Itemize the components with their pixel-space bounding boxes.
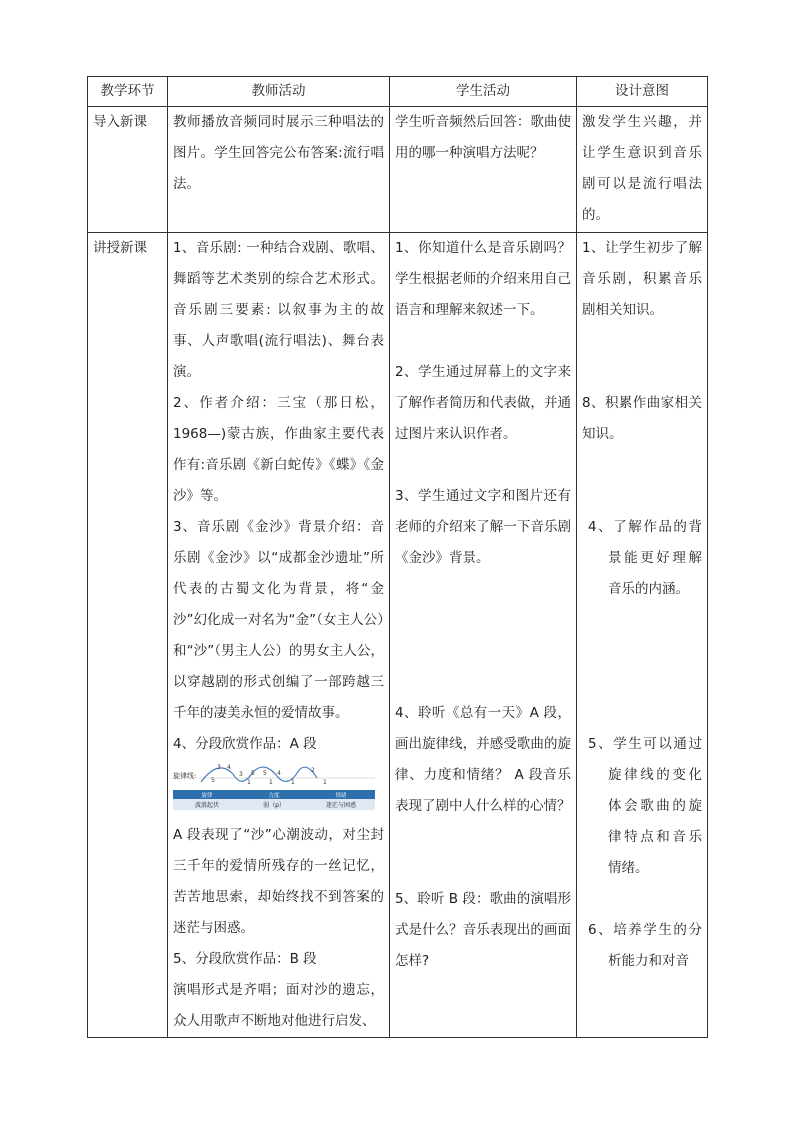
note: 4 [227, 764, 231, 771]
melody-label: 旋律线: [173, 772, 197, 780]
teacher-item-5-desc: 演唱形式是齐唱；面对沙的遗忘，众人用歌声不断地对他进行启发、 [173, 982, 384, 1029]
note: 4 [277, 770, 281, 777]
header-row [88, 77, 708, 107]
student-item-4: 4、聆听《总有一天》A 段，画出旋律线，并感受歌曲的旋律、力度和情绪？ A 段音乐表现了剧中人什么样的心情？ [395, 705, 571, 814]
note: 1 [323, 779, 327, 786]
note: 1 [247, 779, 251, 786]
melody-th-melody: 旋律 [201, 793, 213, 799]
teacher-item-1: 1、音乐剧: 一种结合戏剧、歌唱、舞蹈等艺术类别的综合艺术形式。音乐剧三要素: 以叙事为主的故事、人声歌唱(流行唱法)、舞台表演。 [173, 240, 384, 380]
intent-item-5: 6、培养学生的分析能力和对音 [588, 922, 702, 969]
note: 1 [269, 779, 273, 786]
teacher-item-5: 5、分段欣赏作品：B 段 [173, 951, 317, 967]
cell-intent-intro: 激发学生兴趣，并让学生意识到音乐剧可以是流行唱法的。 [577, 107, 708, 233]
melody-th-mood: 情绪 [335, 793, 347, 799]
teacher-item-4: 4、分段欣赏作品：A 段 [173, 736, 317, 752]
cell-intent-main [577, 233, 708, 1038]
intent-item-3: 4、了解作品的背景能更好理解音乐的内涵。 [588, 519, 702, 597]
table-row-intro [88, 107, 708, 233]
teacher-item-3: 3、音乐剧《金沙》背景介绍：音乐剧《金沙》以“成都金沙遗址”所代表的古蜀文化为背景，将“金沙”幻化成一对名为“金”（女主人公）和“沙”（男主人公）的男女主人公，以穿越剧的形式创编了一部跨越三千年的凄美永恒的爱情故事。 [173, 519, 384, 721]
melody-figure [173, 764, 375, 816]
melody-line-svg [173, 764, 375, 816]
cell-teacher-main [168, 233, 390, 1038]
intent-item-1: 1、让学生初步了解音乐剧，积累音乐剧相关知识。 [582, 240, 702, 318]
student-item-3: 3、学生通过文字和图片还有老师的介绍来了解一下音乐剧《金沙》背景。 [395, 488, 571, 566]
note: 5 [251, 770, 255, 777]
student-item-1: 1、你知道什么是音乐剧吗？学生根据老师的介绍来用自己语言和理解来叙述一下。 [395, 240, 571, 318]
note: 5 [263, 770, 267, 777]
note: 2 [311, 767, 315, 774]
cell-student-main [390, 233, 577, 1038]
cell-teacher-intro: 教师播放音频同时展示三种唱法的图片。学生回答完公布答案:流行唱法。 [168, 107, 390, 233]
teacher-item-4-desc: A 段表现了“沙”心潮波动，对尘封三千年的爱情所残存的一丝记忆，苦苦地思索，却始终找不到答案的迷茫与困惑。 [173, 827, 384, 936]
student-item-2: 2、学生通过屏幕上的文字来了解作者简历和代表做，并通过图片来认识作者。 [395, 364, 571, 442]
lesson-plan-table [87, 76, 708, 1038]
header-student: 学生活动 [390, 77, 577, 107]
table-row-main [88, 233, 708, 1038]
header-teacher: 教师活动 [168, 77, 390, 107]
cell-student-intro: 学生听音频然后回答：歌曲使用的哪一种演唱方法呢？ [390, 107, 577, 233]
melody-td-dynamics: 弱（p） [263, 802, 285, 809]
melody-notes [211, 764, 327, 786]
note: 3 [239, 771, 243, 778]
header-intent: 设计意图 [577, 77, 708, 107]
intent-item-2: 8、积累作曲家相关知识。 [582, 395, 702, 442]
student-item-5: 5、聆听 B 段：歌曲的演唱形式是什么？音乐表现出的画面怎样? [395, 891, 571, 969]
melody-td-melody: 波浪起伏 [194, 802, 220, 809]
intent-item-4: 5、学生可以通过旋律线的变化体会歌曲的旋律特点和音乐情绪。 [588, 736, 702, 876]
cell-stage-main: 讲授新课 [88, 233, 168, 1038]
melody-th-dynamics: 力度 [268, 793, 280, 799]
note: 1 [291, 779, 295, 786]
note: 3 [217, 764, 221, 771]
header-stage: 教学环节 [88, 77, 168, 107]
note: 5 [211, 777, 215, 784]
cell-stage-intro: 导入新课 [88, 107, 168, 233]
teacher-item-2: 2、作者介绍：三宝（那日松，1968—)蒙古族，作曲家主要代表作有:音乐剧《新白蛇传》《蝶》《金沙》等。 [173, 395, 384, 504]
melody-td-mood: 迷茫与困惑 [325, 802, 357, 809]
